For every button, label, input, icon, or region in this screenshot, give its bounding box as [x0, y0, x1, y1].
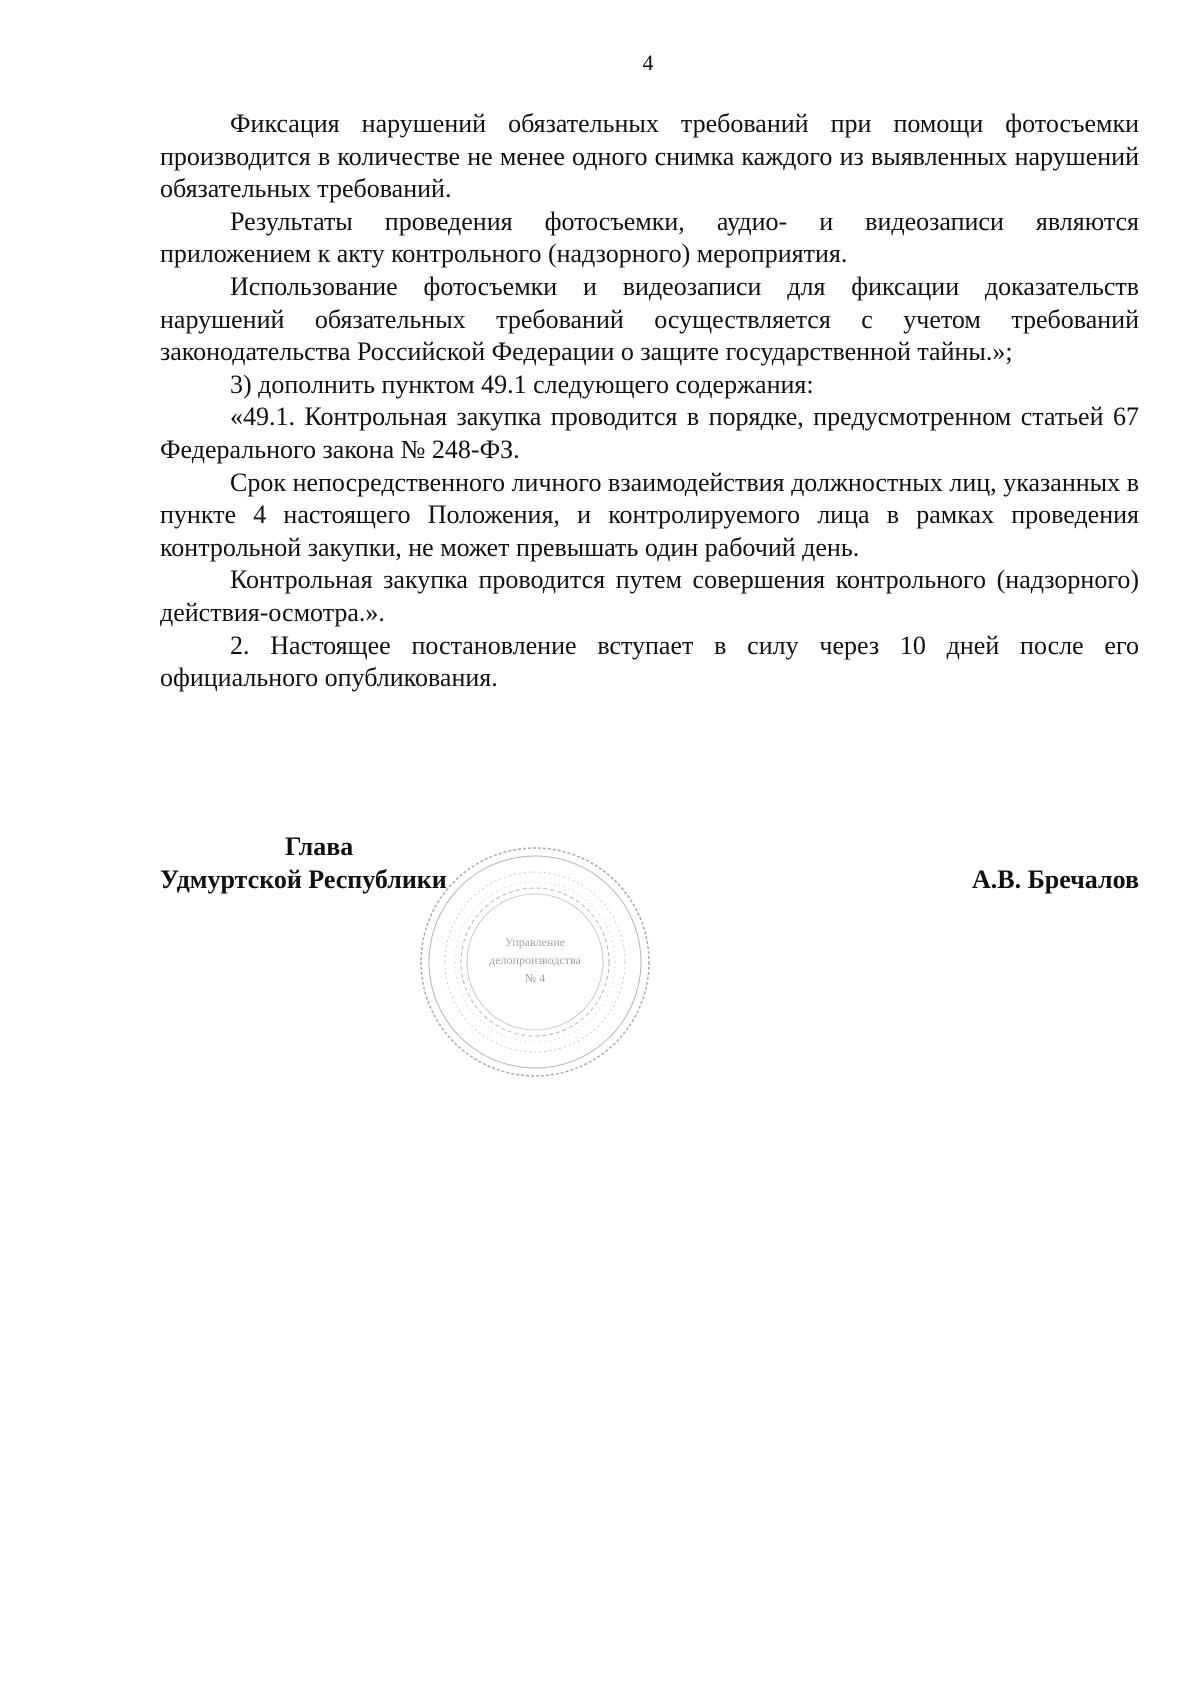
signatory-title-line2: Удмуртской Республики — [160, 865, 447, 894]
paragraph: 3) дополнить пунктом 49.1 следующего содержания: — [230, 369, 814, 399]
paragraph: Использование фотосъемки и видеозаписи для фиксации доказательств нарушений обязательных требований осуществляется с учетом требований законодательства Российской Федерации о защите государственной тайны.»; — [160, 271, 1139, 367]
paragraph: Срок непосредственного личного взаимодействия должностных лиц, указанных в пункте 4 настоящего Положения, и контролируемого лица в рамках проведения контрольной закупки, не может превышать один рабочий день. — [160, 467, 1139, 562]
stamp-inner-line1: Управление — [504, 935, 566, 949]
paragraph: «49.1. Контрольная закупка проводится в порядке, предусмотренном статьей 67 Федерального закона № 248-ФЗ. — [160, 402, 1139, 464]
stamp-inner-line2: делопроизводства — [489, 953, 581, 967]
signatory-name: А.В. Бречалов — [971, 865, 1139, 894]
page-number: 4 — [642, 50, 654, 75]
paragraph: Фиксация нарушений обязательных требований при помощи фотосъемки производится в количестве не менее одного снимка каждого из выявленных нарушений обязательных требований. — [160, 109, 1139, 204]
official-seal-stamp — [415, 842, 655, 1082]
signatory-title-line1: Глава — [285, 832, 354, 861]
stamp-inner-line3: № 4 — [524, 971, 546, 985]
paragraph: Контрольная закупка проводится путем совершения контрольного (надзорного) действия-осмотра.». — [160, 565, 1139, 627]
paragraph: Результаты проведения фотосъемки, аудио- и видеозаписи являются приложением к акту контрольного (надзорного) мероприятия. — [160, 206, 1139, 269]
document-body — [160, 108, 1139, 695]
paragraph: 2. Настоящее постановление вступает в силу через 10 дней после его официального опубликования. — [160, 630, 1139, 693]
